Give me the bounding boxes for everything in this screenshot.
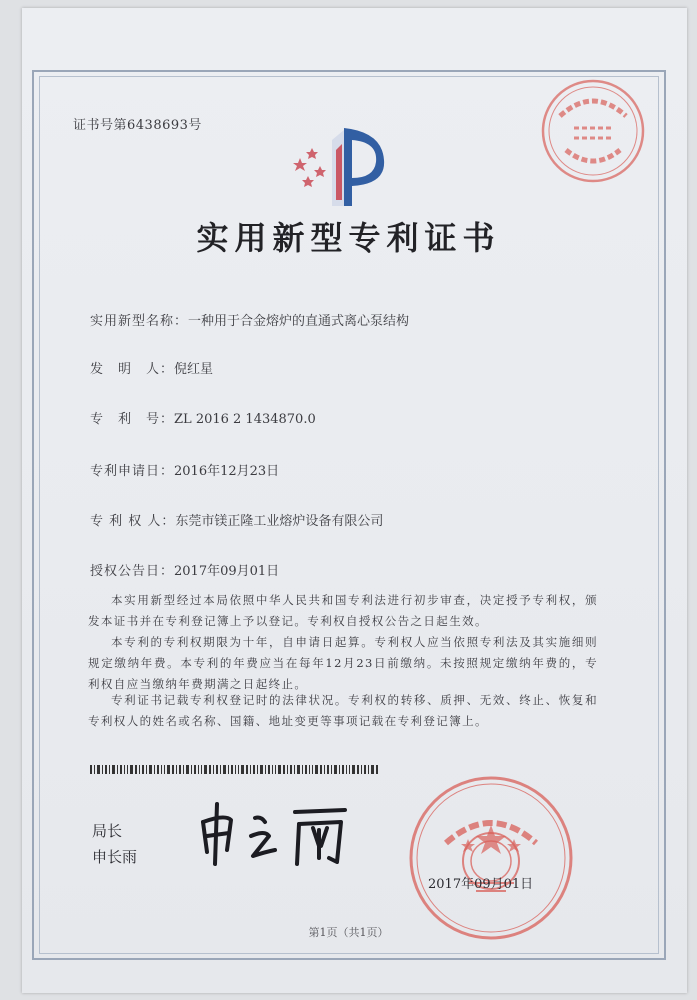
inventor-label: 发 明 人： [90,362,175,377]
filing-date-label: 专利申请日： [90,464,175,479]
patent-office-logo-icon [292,120,392,210]
patent-seal-icon [538,76,648,186]
inventor-value: 倪红星 [174,362,214,377]
filing-date-field [90,460,279,479]
certificate-title: 实用新型专利证书 [196,219,501,257]
legal-status-paragraph: 专利证书记载专利权登记时的法律状况。专利权的转移、质押、无效、终止、恢复和专利权人的姓名或名称、国籍、地址变更等事项记载在专利登记簿上。 [88,693,598,728]
utility-model-name-field [90,310,409,329]
filing-date-value: 2016年12月23日 [174,464,280,479]
inventor-field [90,358,213,377]
director-signature-icon [195,800,355,870]
page-footer: 第1页（共1页） [308,926,389,939]
patentee-field [90,510,383,529]
patent-number-field [90,408,316,427]
grant-statement-paragraph: 本实用新型经过本局依照中华人民共和国专利法进行初步审查，决定授予专利权，颁发本证书并在专利登记簿上予以登记。专利权自授权公告之日起生效。 [88,593,598,628]
grant-date-label: 授权公告日： [90,564,175,579]
term-statement-paragraph: 本专利的专利权期限为十年，自申请日起算。专利权人应当依照专利法及其实施细则规定缴纳年费。本专利的年费应当在每年12月23日前缴纳。未按照规定缴纳年费的，专利权自应当缴纳年费期满之日起终止。 [88,635,598,691]
patentee-label: 专 利 权 人： [90,514,176,529]
patentee-value: 东莞市镁正隆工业熔炉设备有限公司 [175,514,384,529]
official-seal-icon [406,773,576,943]
director-title: 局长 [92,822,123,840]
patent-number-value: ZL 2016 2 1434870.0 [174,412,316,427]
grant-date-field [90,560,279,579]
director-name: 申长雨 [92,848,138,866]
utility-model-name-label: 实用新型名称： [90,314,189,329]
certificate-number: 证书号第6438693号 [73,118,202,133]
patent-number-label: 专 利 号： [90,412,175,427]
utility-model-name-value: 一种用于合金熔炉的直通式离心泵结构 [188,314,410,329]
issue-date: 2017年09月01日 [428,877,534,892]
barcode-icon [90,765,380,774]
grant-date-value: 2017年09月01日 [174,564,280,579]
